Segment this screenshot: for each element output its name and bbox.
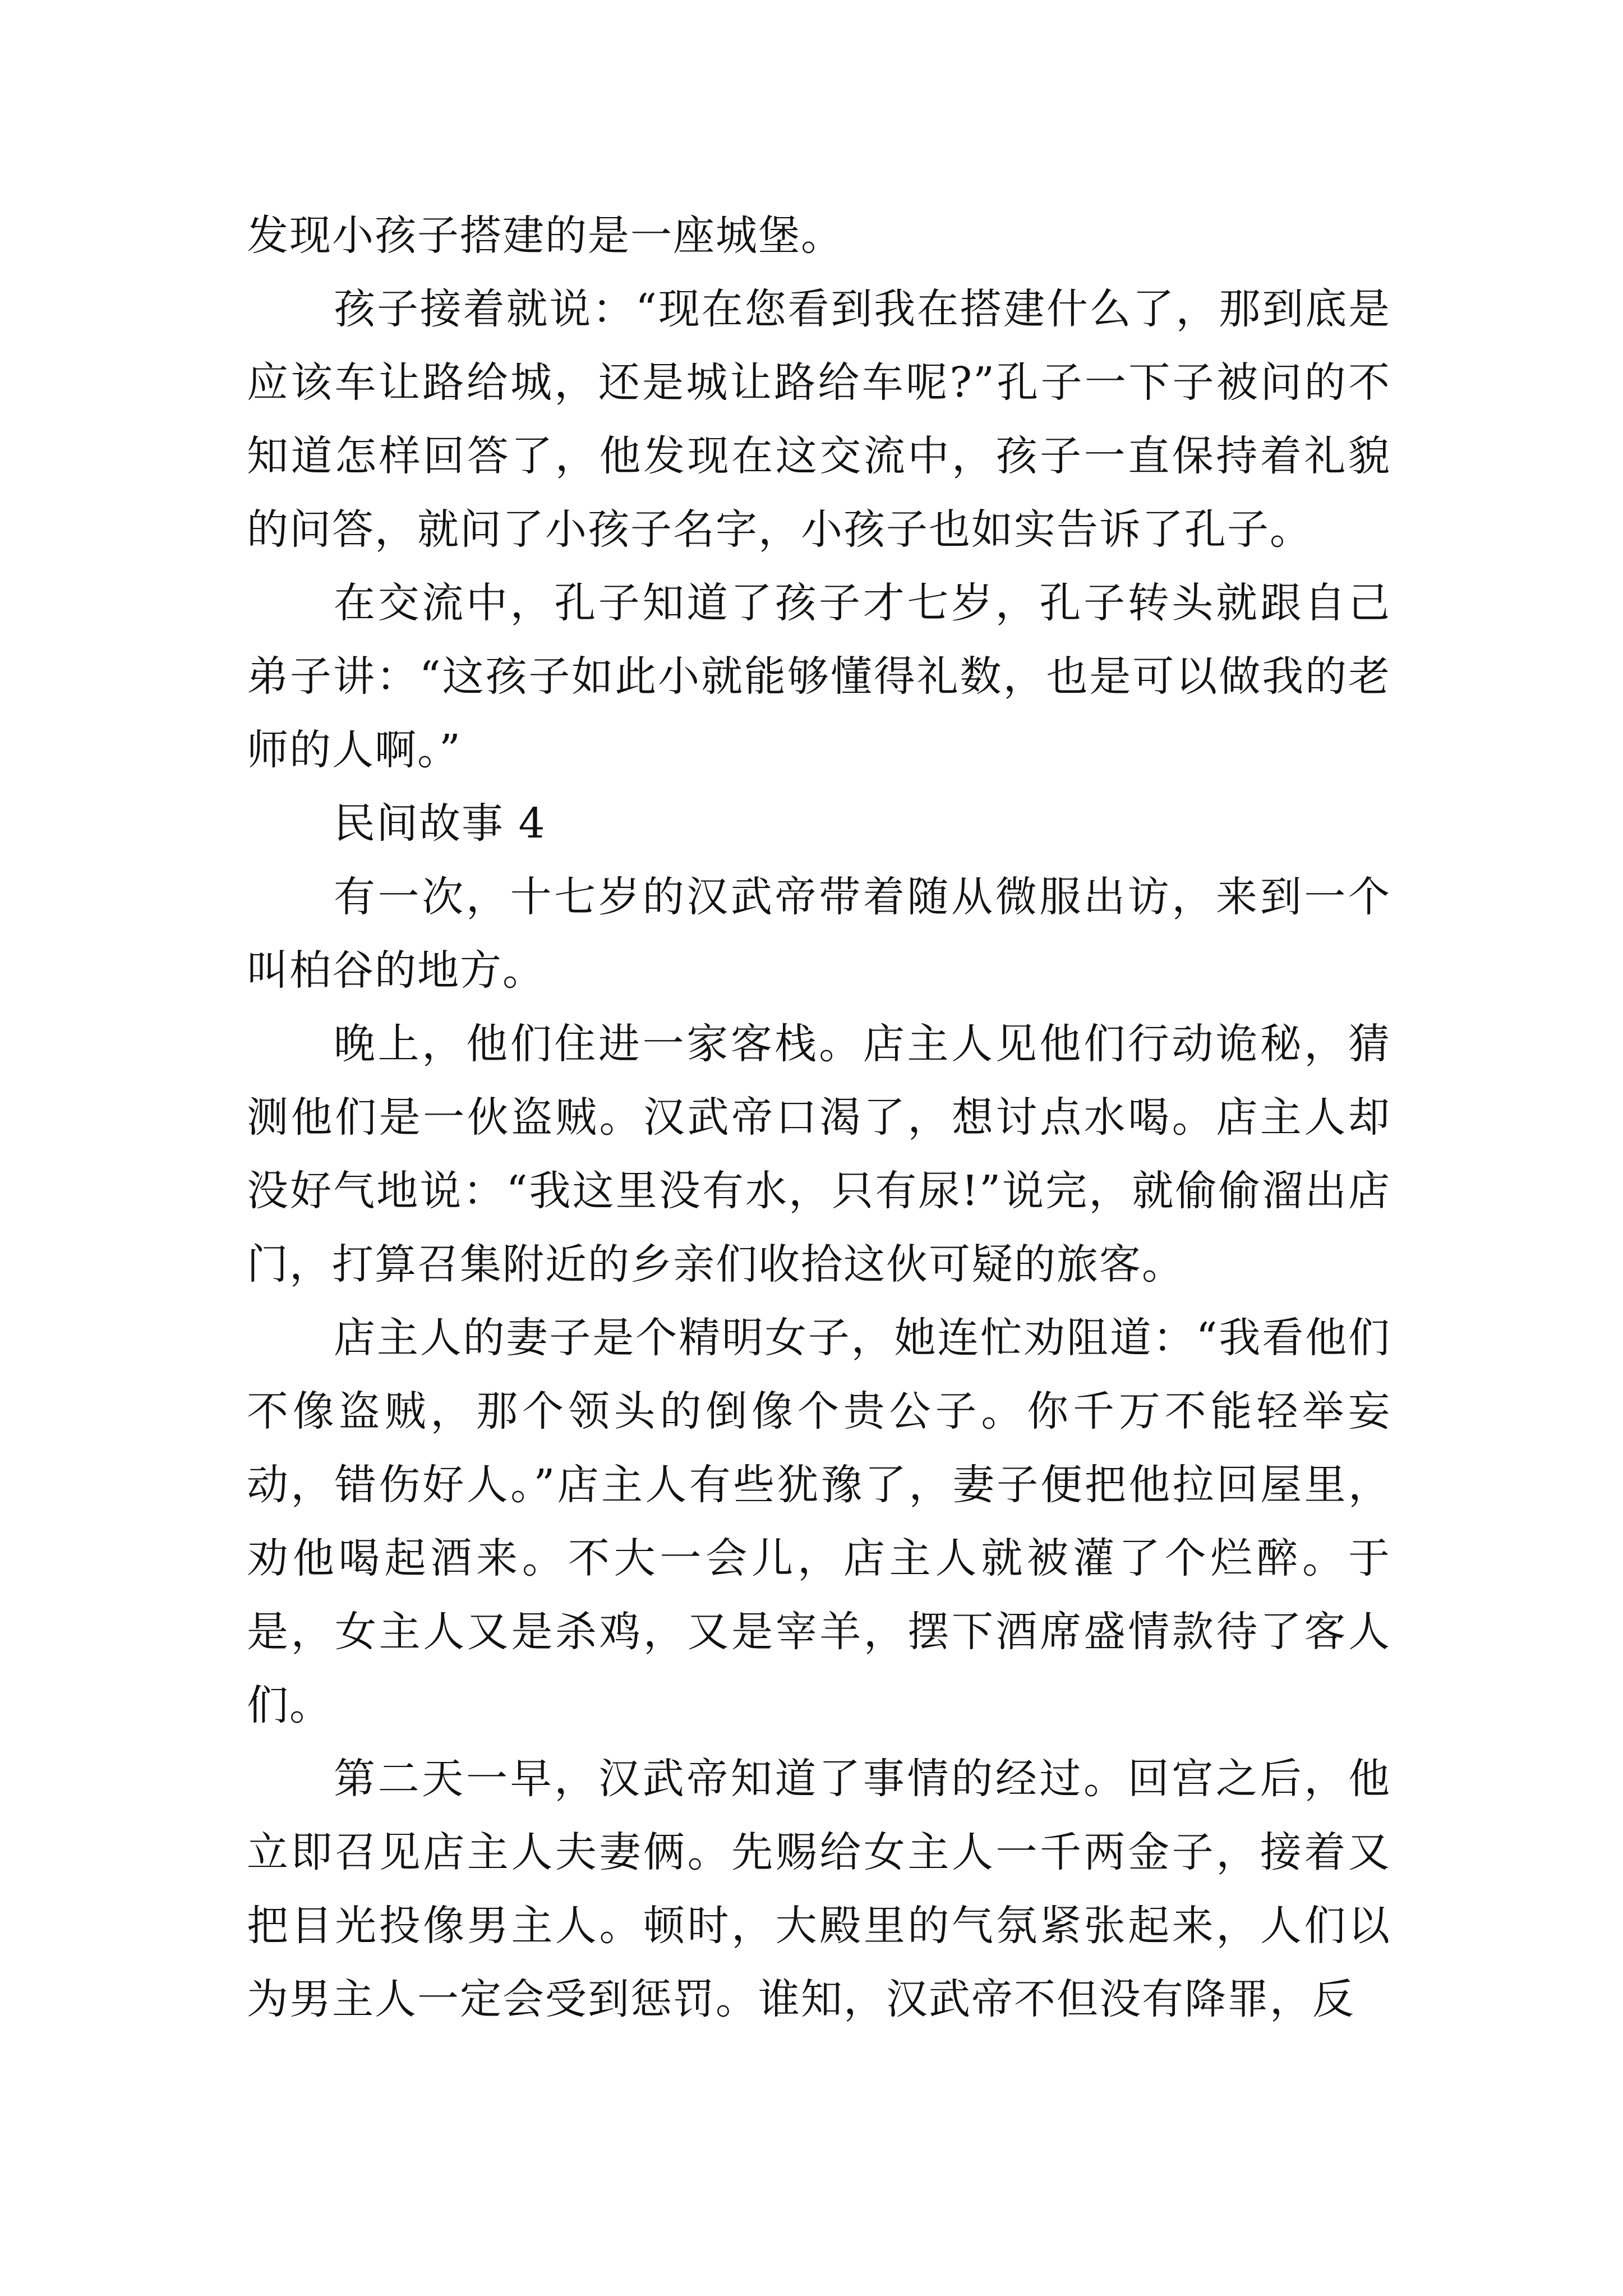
document-body (247, 199, 1391, 2036)
paragraph-3: 在交流中，孔子知道了孩子才七岁，孔子转头就跟自己弟子讲：“这孩子如此小就能够懂得礼数，也是可以做我的老师的人啊。” (247, 579, 1391, 774)
section-heading-folk-story-4: 民间故事 4 (334, 799, 546, 848)
paragraph-6: 晚上，他们住进一家客栈。店主人见他们行动诡秘，猜测他们是一伙盗贼。汉武帝口渴了，想讨点水喝。店主人却没好气地说：“我这里没有水，只有尿!”说完，就偷偷溜出店门，打算召集附近的乡亲们收拾这伙可疑的旅客。 (247, 1020, 1391, 1289)
paragraph-7: 店主人的妻子是个精明女子，她连忙劝阻道：“我看他们不像盗贼，那个领头的倒像个贵公子。你千万不能轻举妄动，错伤好人。”店主人有些犹豫了，妻子便把他拉回屋里，劝他喝起酒来。不大一会儿，店主人就被灌了个烂醉。于是，女主人又是杀鸡，又是宰羊，摆下酒席盛情款待了客人们。 (247, 1314, 1391, 1729)
paragraph-8: 第二天一早，汉武帝知道了事情的经过。回宫之后，他立即召见店主人夫妻俩。先赐给女主人一千两金子，接着又把目光投像男主人。顿时，大殿里的气氛紧张起来，人们以为男主人一定会受到惩罚。谁知，汉武帝不但没有降罪，反 (247, 1755, 1391, 2023)
paragraph-1: 发现小孩子搭建的是一座城堡。 (247, 211, 843, 260)
paragraph-2: 孩子接着就说：“现在您看到我在搭建什么了，那到底是应该车让路给城，还是城让路给车呢?”孔子一下子被问的不知道怎样回答了，他发现在这交流中，孩子一直保持着礼貌的问答，就问了小孩子名字，小孩子也如实告诉了孔子。 (247, 285, 1391, 554)
paragraph-5: 有一次，十七岁的汉武帝带着随从微服出访，来到一个叫柏谷的地方。 (247, 873, 1391, 995)
